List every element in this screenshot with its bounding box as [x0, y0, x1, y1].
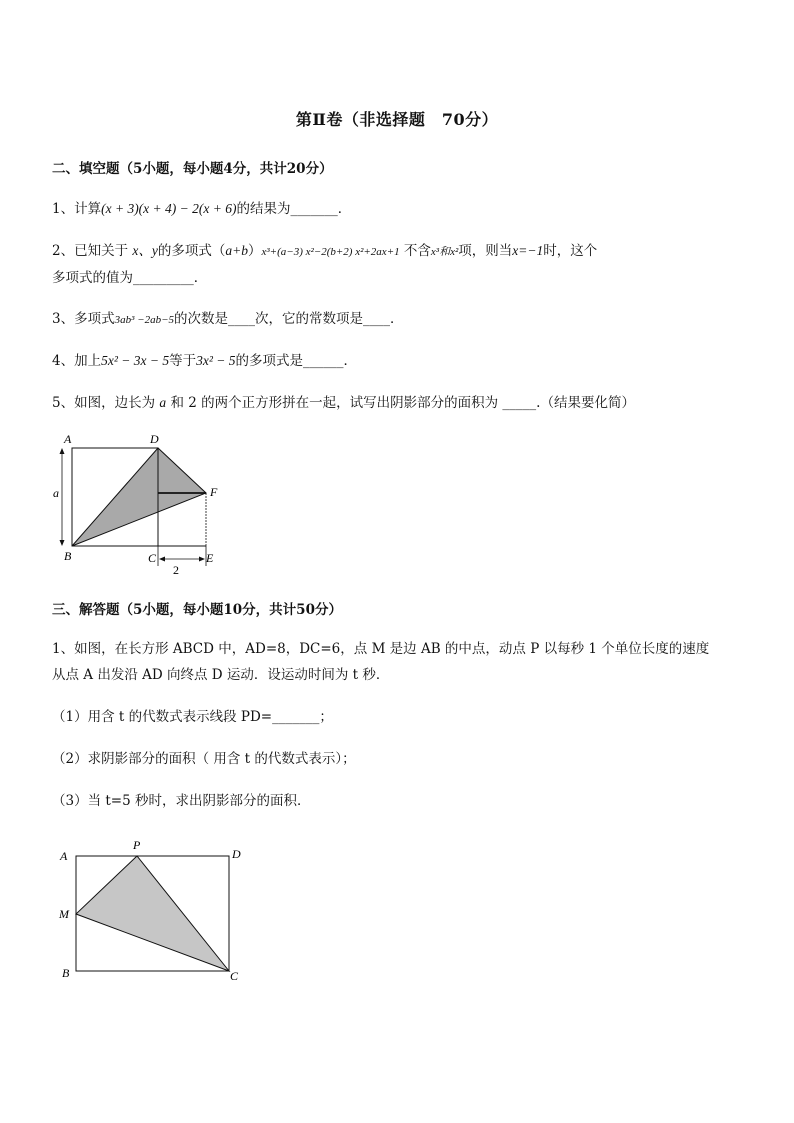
question-text: 的次数是____次，它的常数项是____．: [174, 311, 404, 327]
arrow-up-icon: [60, 448, 65, 454]
label-M: M: [59, 907, 69, 921]
shaded-triangle-bdf: [72, 448, 206, 546]
question-2-1: [52, 196, 742, 222]
section-heading-answer: 三、解答题（5小题，每小题10分，共计50分）: [52, 602, 342, 618]
math-variables: x、y: [132, 243, 158, 258]
question-text: 4、加上: [52, 353, 102, 369]
arrow-down-icon: [60, 540, 65, 546]
question-text: 项，则当: [458, 243, 513, 259]
question-text: 等于: [169, 353, 197, 369]
math-expression: a+b: [225, 243, 248, 258]
page-title: 第Ⅱ卷（非选择题 70分）: [295, 110, 499, 129]
question-text: 和 2 的两个正方形拼在一起，试写出阴影部分的面积为 _____.（结果要化简）: [170, 395, 635, 411]
figure-rectangle-diagram: [55, 835, 255, 985]
label-F: F: [210, 485, 218, 499]
section-heading-fill-in: 二、填空题（5小题，每小题4分，共计20分）: [52, 161, 333, 177]
question-text: 5、如图，边长为: [52, 395, 156, 411]
math-expression: 3x² − 5: [196, 353, 236, 368]
label-C: C: [148, 551, 157, 565]
question-text: 的多项式（: [157, 243, 226, 259]
label-2: 2: [173, 563, 179, 577]
question-text: 从点 A 出发沿 AD 向终点 D 运动．设运动时间为 t 秒．: [52, 667, 390, 683]
label-E: E: [206, 551, 214, 565]
label-P: P: [133, 838, 141, 852]
question-3-1-part2: （2）求阴影部分的面积（ 用含 t 的代数式表示）；: [52, 751, 356, 767]
question-text: 3、多项式: [52, 311, 115, 327]
math-expression: 3ab³ −2ab−5: [114, 314, 174, 326]
question-2-4: [52, 348, 742, 374]
question-text: 不含: [403, 243, 431, 259]
label-B: B: [64, 549, 72, 563]
question-2-5: [52, 390, 742, 416]
math-expression: 5x² − 3x − 5: [101, 353, 170, 368]
question-text: 1、计算: [52, 201, 102, 217]
math-value: x=−1: [512, 243, 544, 258]
math-terms: x³和x²: [430, 246, 459, 258]
math-polynomial: x³+(a−3) x²−2(b+2) x²+2ax+1: [261, 246, 400, 258]
question-3-1-part3: （3）当 t=5 秒时，求出阴影部分的面积．: [52, 793, 311, 809]
arrow-left-icon: [159, 557, 165, 562]
label-C: C: [230, 969, 239, 983]
question-text: 的结果为_______．: [236, 201, 352, 217]
question-text: 的多项式是______．: [235, 353, 358, 369]
arrow-right-icon: [199, 557, 205, 562]
math-variable: a: [159, 395, 167, 410]
math-expression: (x + 3)(x + 4) − 2(x + 6): [101, 201, 237, 216]
label-a: a: [53, 486, 59, 500]
question-text: 多项式的值为_________．: [52, 270, 208, 286]
label-B: B: [62, 966, 70, 980]
question-text: 时，这个: [543, 243, 598, 259]
label-D: D: [150, 432, 159, 446]
label-D: D: [232, 847, 241, 861]
shaded-triangle-pmc: [76, 856, 229, 971]
question-text: 1、如图，在长方形 ABCD 中，AD=8，DC=6，点 M 是边 AB 的中点，动点 P 以每秒 1 个单位长度的速度: [52, 641, 710, 657]
question-text: ）: [248, 243, 262, 259]
question-3-1: [52, 636, 742, 688]
label-A: A: [64, 432, 72, 446]
figure-squares-diagram: [50, 428, 230, 578]
question-text: 2、已知关于: [52, 243, 129, 259]
question-2-2: [52, 238, 742, 291]
label-A: A: [60, 849, 68, 863]
question-2-3: [52, 306, 742, 333]
question-3-1-part1: （1）用含 t 的代数式表示线段 PD=_______；: [52, 709, 333, 725]
